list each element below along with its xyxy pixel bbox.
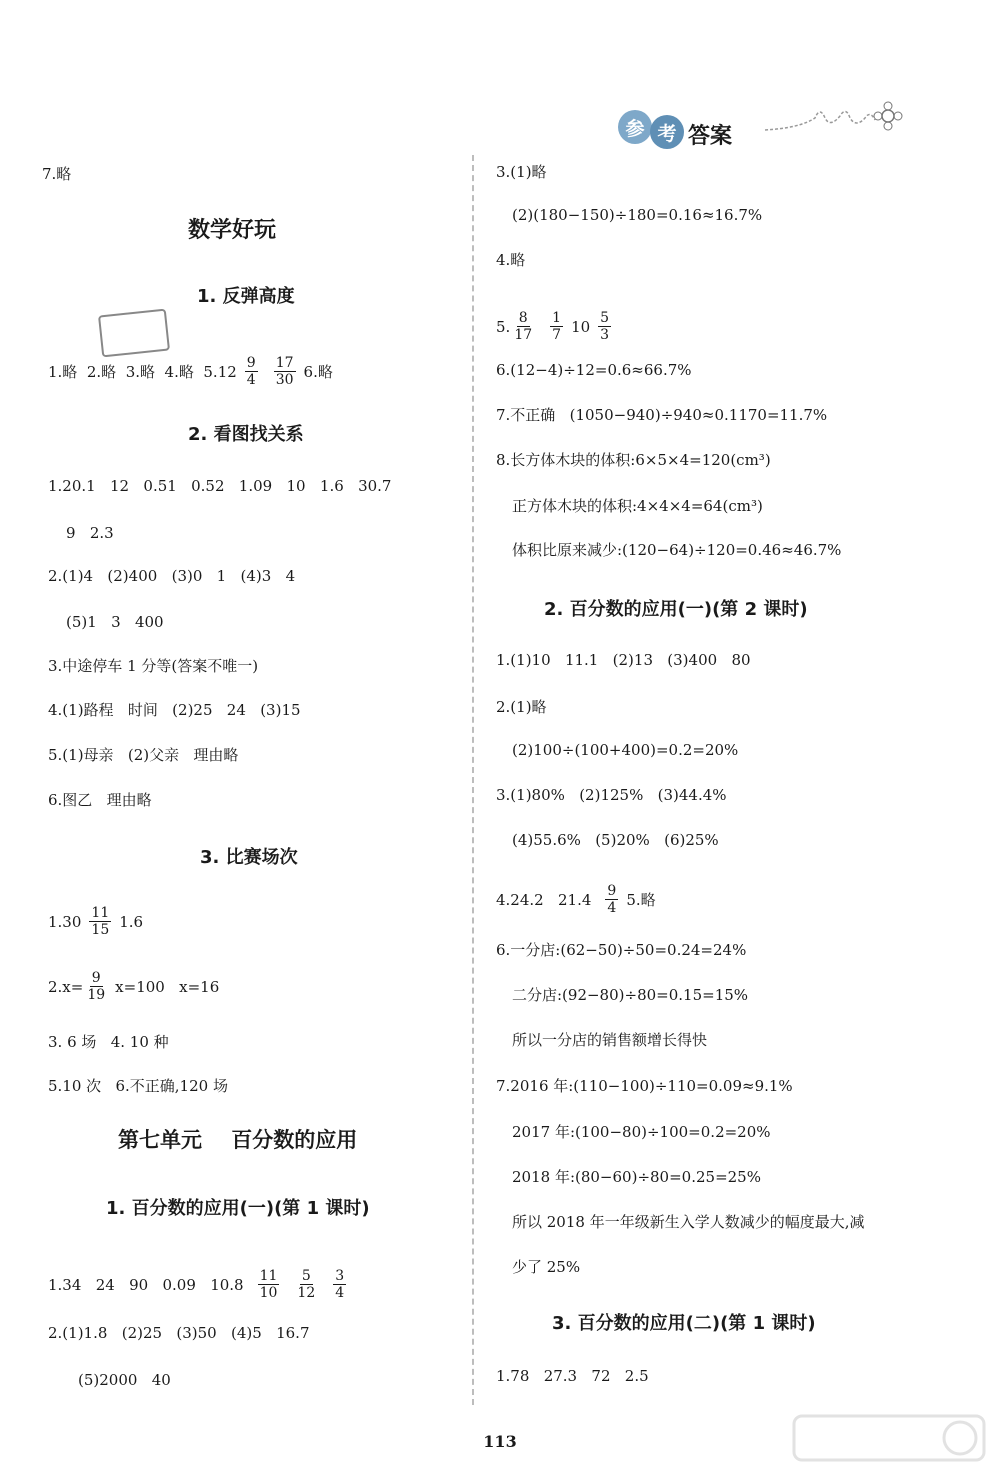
stamp-watermark <box>98 309 170 358</box>
subsection-title: 2. 看图找关系 <box>188 424 304 445</box>
answer-line: (2)100÷(100+400)=0.2=20% <box>512 741 739 759</box>
answer-line: 所以 2018 年一年级新生入学人数减少的幅度最大,减 <box>512 1213 865 1231</box>
answer-line: 2.(1)略 <box>496 698 547 716</box>
answer-line: 8.长方体木块的体积:6×5×4=120(cm³) <box>496 451 771 469</box>
answer-line: (2)(180−150)÷180=0.16≈16.7% <box>512 206 763 224</box>
answer-line: 1.略 2.略 3.略 4.略 5.12 $\frac{9}{4}$ $\frac{17}{30}$ 6.略 <box>48 355 333 388</box>
answer-line: 6.(12−4)÷12=0.6≈66.7% <box>496 361 692 379</box>
answer-line: 4.24.2 21.4 $\frac{9}{4}$ 5.略 <box>496 883 656 916</box>
answer-line: 9 2.3 <box>66 524 114 542</box>
answer-line: 1.34 24 90 0.09 10.8 $\frac{11}{10}$ $\frac{5}{12}$ $\frac{3}{4}$ <box>48 1268 345 1301</box>
answer-line: 1.30 $\frac{11}{15}$ 1.6 <box>48 905 144 938</box>
fraction: $\frac{9}{19}$ <box>87 970 106 1003</box>
page-number: 113 <box>483 1432 517 1451</box>
answer-line: 1.20.1 12 0.51 0.52 1.09 10 1.6 30.7 <box>48 477 392 495</box>
answer-line: 3.中途停车 1 分等(答案不唯一) <box>48 657 259 675</box>
answer-line: 4.略 <box>496 251 526 269</box>
badge-char-1: 参 <box>618 110 652 144</box>
badge-char-2: 考 <box>650 115 684 149</box>
subsection-title: 1. 百分数的应用(一)(第 1 课时) <box>106 1198 370 1219</box>
fraction: $\frac{1}{7}$ <box>552 310 562 343</box>
answer-line: 5.10 次 6.不正确,120 场 <box>48 1077 228 1095</box>
answer-line: 6.一分店:(62−50)÷50=0.24=24% <box>496 941 747 959</box>
fraction: $\frac{17}{30}$ <box>275 355 294 388</box>
answer-line: 3.(1)略 <box>496 163 547 181</box>
answer-line: 3.(1)80% (2)125% (3)44.4% <box>496 786 727 804</box>
answer-line: 7.2016 年:(110−100)÷110=0.09≈9.1% <box>496 1077 793 1095</box>
answer-line: 1.(1)10 11.1 (2)13 (3)400 80 <box>496 651 751 669</box>
answer-line: 所以一分店的销售额增长得快 <box>512 1031 708 1049</box>
subsection-title: 3. 比赛场次 <box>200 847 298 868</box>
answer-line: 2017 年:(100−80)÷100=0.2=20% <box>512 1123 771 1141</box>
answer-line: 2.(1)1.8 (2)25 (3)50 (4)5 16.7 <box>48 1324 310 1342</box>
subsection-title: 3. 百分数的应用(二)(第 1 课时) <box>552 1313 816 1334</box>
fraction: $\frac{5}{12}$ <box>297 1268 316 1301</box>
answer-line: 2.(1)4 (2)400 (3)0 1 (4)3 4 <box>48 567 296 585</box>
answer-line: 少了 25% <box>512 1258 581 1276</box>
fraction: $\frac{8}{17}$ <box>514 310 533 343</box>
answer-line: 2.x= $\frac{9}{19}$ x=100 x=16 <box>48 970 220 1003</box>
fraction: $\frac{9}{4}$ <box>246 355 256 388</box>
watermark-logo-icon <box>790 1408 990 1468</box>
answer-line: (5)2000 40 <box>78 1371 171 1389</box>
answer-line: 体积比原来减少:(120−64)÷120=0.46≈46.7% <box>512 541 842 559</box>
answer-line: 7.略 <box>42 165 72 183</box>
answer-line: 2018 年:(80−60)÷80=0.25=25% <box>512 1168 761 1186</box>
answer-line: 5.(1)母亲 (2)父亲 理由略 <box>48 746 239 764</box>
fraction: $\frac{3}{4}$ <box>335 1268 345 1301</box>
answer-line: 5. $\frac{8}{17}$ $\frac{1}{7}$ 10 $\frac{5}{3}$ <box>496 310 610 343</box>
unit-title: 第七单元 百分数的应用 <box>118 1128 358 1152</box>
badge-text: 答案 <box>688 123 733 149</box>
answer-line: 正方体木块的体积:4×4×4=64(cm³) <box>512 497 763 515</box>
answer-line: 1.78 27.3 72 2.5 <box>496 1367 649 1385</box>
answer-line: 7.不正确 (1050−940)÷940≈0.1170=11.7% <box>496 406 828 424</box>
subsection-title: 2. 百分数的应用(一)(第 2 课时) <box>544 599 808 620</box>
reference-answer-header <box>618 102 732 152</box>
subsection-title: 1. 反弹高度 <box>197 286 295 307</box>
answer-line: 6.图乙 理由略 <box>48 791 152 809</box>
answer-line: 4.(1)路程 时间 (2)25 24 (3)15 <box>48 701 301 719</box>
answer-line: (4)55.6% (5)20% (6)25% <box>512 831 719 849</box>
answer-line: 二分店:(92−80)÷80=0.15=15% <box>512 986 749 1004</box>
answer-line: 3. 6 场 4. 10 种 <box>48 1033 169 1051</box>
fraction: $\frac{5}{3}$ <box>600 310 610 343</box>
fraction: $\frac{11}{15}$ <box>91 905 110 938</box>
flower-decoration-icon <box>760 98 910 138</box>
column-divider <box>472 155 474 1405</box>
answer-line: (5)1 3 400 <box>66 613 164 631</box>
section-title: 数学好玩 <box>188 218 277 243</box>
fraction: $\frac{11}{10}$ <box>259 1268 278 1301</box>
fraction: $\frac{9}{4}$ <box>607 883 617 916</box>
